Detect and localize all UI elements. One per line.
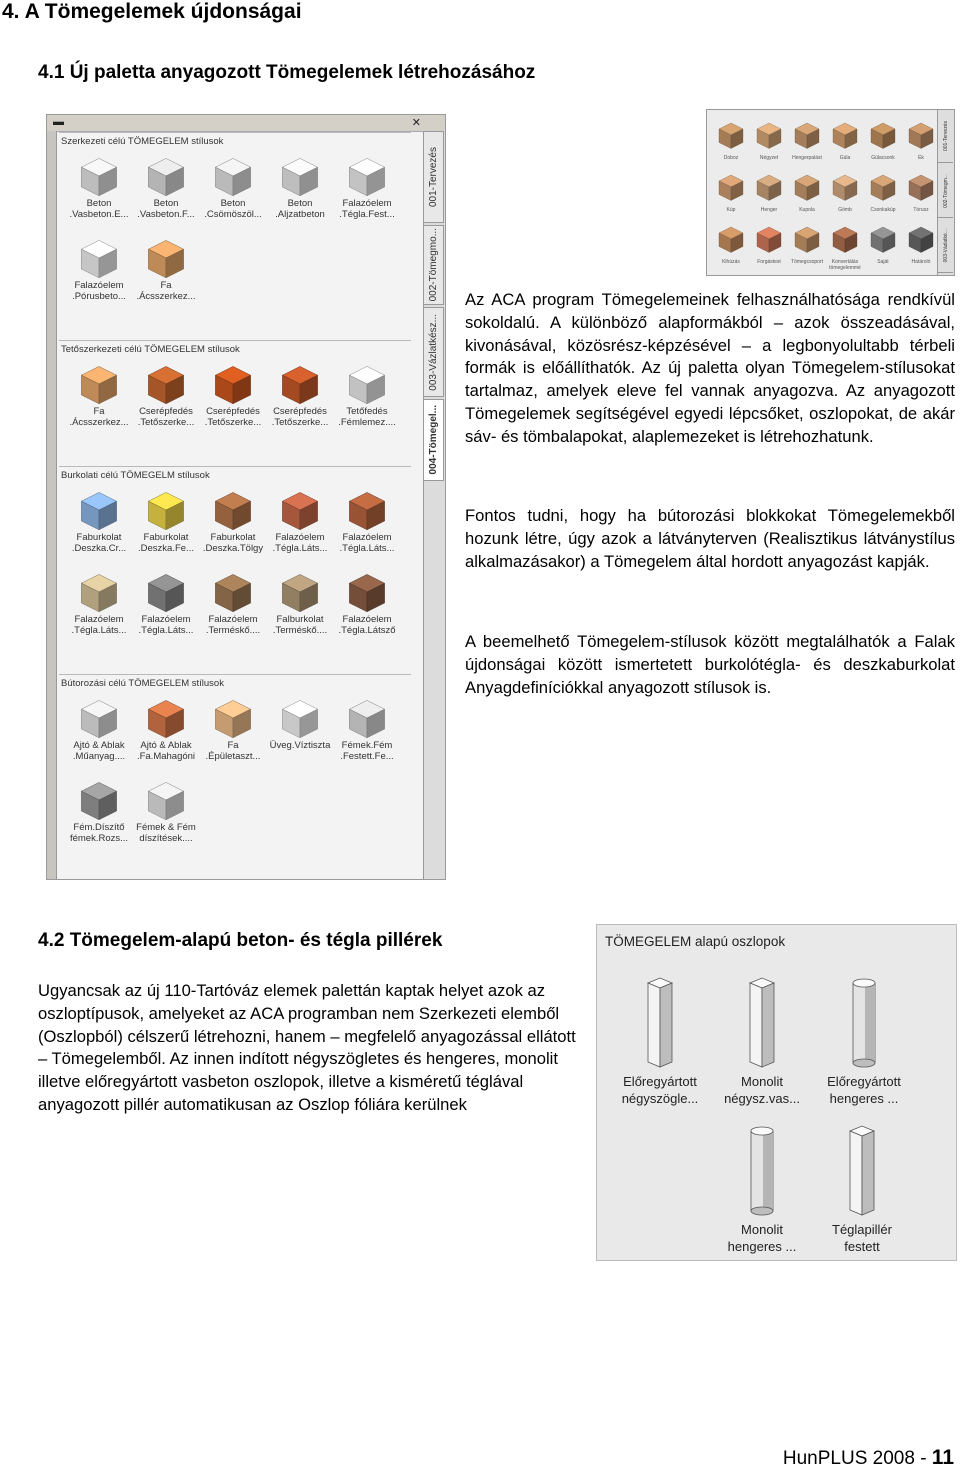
palette-tab-label: 004-Tömegel... bbox=[428, 405, 439, 475]
shape-tool-item[interactable] bbox=[903, 120, 939, 161]
shape-tool-label: Gömb bbox=[838, 207, 852, 213]
material-cube-icon bbox=[211, 696, 255, 740]
shape-tool-item[interactable] bbox=[751, 172, 787, 213]
column-tool-label: Monolit hengeres ... bbox=[727, 1222, 797, 1254]
shape-tool-label: Hengerpalást bbox=[792, 155, 822, 161]
shapes-tab-strip bbox=[937, 110, 954, 275]
shape-tool-label: Gúla bbox=[839, 155, 851, 161]
palette-tab[interactable] bbox=[424, 307, 444, 397]
palette-tool-item[interactable] bbox=[132, 236, 200, 302]
box-column-icon bbox=[847, 1125, 877, 1217]
material-cube-icon bbox=[211, 570, 255, 614]
material-cube-icon bbox=[211, 488, 255, 532]
section-4-1-title: 4.1 Új paletta anyagozott Tömegelemek létrehozásához bbox=[38, 62, 536, 83]
palette-tool-item[interactable] bbox=[266, 570, 334, 636]
material-cube-icon bbox=[792, 120, 822, 150]
palette-tool-label: Fa .Ácsszerkez... bbox=[136, 280, 196, 302]
material-cube-icon bbox=[830, 172, 860, 202]
shape-tool-label: Kihúzás bbox=[722, 259, 740, 265]
palette-tool-label: Fémek & Fém díszítések.... bbox=[136, 822, 196, 844]
shape-tool-item[interactable] bbox=[865, 172, 901, 213]
palette-tool-item[interactable] bbox=[266, 154, 334, 220]
palette-group-title: Szerkezeti célú TÖMEGELEM stílusok bbox=[61, 136, 224, 147]
palette-tool-item[interactable] bbox=[333, 696, 401, 762]
palette-tool-label: Falazóelem .Pórusbeto... bbox=[72, 280, 126, 302]
column-tool-item[interactable] bbox=[707, 977, 817, 1107]
shapes-tab-label: 003-Vázlatké... bbox=[942, 229, 949, 263]
palette-tool-label: Falburkolat .Terméskő.... bbox=[272, 614, 328, 636]
column-tool-item[interactable] bbox=[605, 977, 715, 1107]
group-divider bbox=[59, 466, 411, 467]
palette-tool-label: Falazóelem .Terméskő.... bbox=[205, 614, 261, 636]
material-cube-icon bbox=[868, 120, 898, 150]
palette-tool-label: Falazóelem .Tégla.Látsző bbox=[338, 614, 396, 636]
shape-tool-item[interactable] bbox=[713, 172, 749, 213]
shape-tool-item[interactable] bbox=[789, 172, 825, 213]
palette-tab[interactable] bbox=[424, 399, 444, 481]
column-tool-item[interactable] bbox=[707, 1125, 817, 1255]
palette-tool-label: Fa .Ácsszerkez... bbox=[69, 406, 129, 428]
columns-palette-title: TÖMEGELEM alapú oszlopok bbox=[605, 934, 786, 949]
column-tool-label: Előregyártott négyszögle... bbox=[621, 1074, 699, 1106]
column-tool-item[interactable] bbox=[807, 1125, 917, 1255]
material-cube-icon bbox=[345, 696, 389, 740]
palette-tool-label: Cserépfedés .Tetőszerke... bbox=[137, 406, 195, 428]
palette-tool-item[interactable] bbox=[132, 154, 200, 220]
shape-tool-label: Csonkakúp bbox=[870, 207, 896, 213]
palette-group-title: Tetőszerkezeti célú TÖMEGELEM stílusok bbox=[61, 344, 240, 355]
palette-tool-label: Ajtó & Ablak .Műanyag.... bbox=[72, 740, 126, 762]
material-cube-icon bbox=[144, 488, 188, 532]
material-cube-icon bbox=[144, 696, 188, 740]
shapes-palette-screenshot bbox=[706, 109, 955, 276]
column-tool-label: Téglapillér festett bbox=[832, 1222, 892, 1254]
cylinder-column-icon bbox=[747, 1125, 777, 1217]
palette-tool-item[interactable] bbox=[199, 696, 267, 762]
menu-icon[interactable]: ▬ bbox=[53, 116, 64, 128]
palette-tool-label: Ajtó & Ablak .Fa.Mahagóni bbox=[136, 740, 196, 762]
page-number: 11 bbox=[931, 1446, 954, 1469]
section-4-1-paragraph-3: A beemelhető Tömegelem-stílusok között megtalálhatók a Falak újdonságai között ismertetett burkolótégla- és deszkaburkolat Anyagdefiníciókkal anyagozott stílusok is. bbox=[465, 632, 955, 697]
shape-tool-label: Kupola bbox=[799, 207, 815, 213]
material-cube-icon bbox=[77, 696, 121, 740]
shapes-tab[interactable] bbox=[938, 165, 953, 218]
material-cube-icon bbox=[830, 120, 860, 150]
material-cube-icon bbox=[868, 172, 898, 202]
shape-tool-item[interactable] bbox=[865, 120, 901, 161]
palette-group-title: Burkolati célú TÖMEGELM stílusok bbox=[61, 470, 210, 481]
cylinder-column-icon bbox=[849, 977, 879, 1069]
shape-tool-label: Kúp bbox=[726, 207, 736, 213]
section-4-1-paragraph-2: Fontos tudni, hogy ha bútorozási blokkokat Tömegelemekből hozunk létre, úgy azok a látványterven (Realisztikus látványstílus alkalmazásakor) a Tömegelem által hordott anyagozást kapják. bbox=[465, 506, 955, 571]
palette-tab-strip bbox=[423, 131, 445, 879]
shape-tool-item[interactable] bbox=[789, 120, 825, 161]
palette-tab[interactable] bbox=[424, 131, 444, 223]
material-cube-icon bbox=[906, 120, 936, 150]
palette-tool-item[interactable] bbox=[65, 154, 133, 220]
palette-tool-item[interactable] bbox=[199, 488, 267, 554]
material-cube-icon bbox=[144, 778, 188, 822]
section-4-2-paragraph: Ugyancsak az új 110-Tartóváz elemek palettán kaptak helyet azok az oszloptípusok, amelyeket az ACA programban nem Szerkezeti elemből (Oszlopból) célszerű létrehozni, hanem – megfelelő anyagozással ellátott – Tömegelemből. Az innen indított négyszögletes és hengeres, monolit illetve előregyártott vasbeton oszlopok, illetve a kisméretű téglával anyagozott pillér automatikusan az Oszlop fóliára kerülnek bbox=[38, 981, 576, 1114]
shape-tool-label: Konvertálás tömegelemmé bbox=[829, 259, 861, 271]
palette-tool-label: Cserépfedés .Tetőszerke... bbox=[204, 406, 262, 428]
material-cube-icon bbox=[77, 362, 121, 406]
palette-tool-label: Faburkolat .Deszka.Tölgy bbox=[202, 532, 264, 554]
material-cube-icon bbox=[278, 362, 322, 406]
shape-tool-item[interactable] bbox=[789, 224, 825, 265]
shape-tool-item[interactable] bbox=[713, 120, 749, 161]
palette-tool-item[interactable] bbox=[65, 236, 133, 302]
palette-tool-item[interactable] bbox=[199, 570, 267, 636]
material-cube-icon bbox=[211, 154, 255, 198]
palette-tool-item[interactable] bbox=[132, 778, 200, 844]
palette-content bbox=[57, 132, 425, 879]
material-cube-icon bbox=[754, 172, 784, 202]
palette-tool-item[interactable] bbox=[266, 696, 334, 751]
palette-tool-item[interactable] bbox=[132, 570, 200, 636]
material-cube-icon bbox=[144, 154, 188, 198]
shape-tool-label: Tórusz bbox=[913, 207, 929, 213]
shape-tool-item[interactable] bbox=[903, 224, 939, 265]
palette-tool-label: Faburkolat .Deszka.Fe... bbox=[138, 532, 194, 554]
material-cube-icon bbox=[792, 172, 822, 202]
palette-tool-label: Beton .Vasbeton.E... bbox=[69, 198, 129, 220]
shape-tool-label: Henger bbox=[760, 207, 778, 213]
palette-tool-label: Beton .Aljzatbeton bbox=[275, 198, 325, 220]
column-tool-item[interactable] bbox=[809, 977, 919, 1107]
palette-tool-item[interactable] bbox=[266, 488, 334, 554]
palette-tab-label: 001-Tervezés bbox=[428, 146, 439, 208]
palette-tool-label: Falazóelem .Tégla.Láts... bbox=[138, 614, 194, 636]
group-divider bbox=[59, 132, 411, 133]
material-cube-icon bbox=[77, 154, 121, 198]
shape-tool-item[interactable] bbox=[713, 224, 749, 265]
column-tool-label: Monolit négysz.vas... bbox=[724, 1074, 800, 1106]
material-cube-icon bbox=[868, 224, 898, 254]
shape-tool-label: Határoló bbox=[911, 259, 931, 265]
material-cube-icon bbox=[792, 224, 822, 254]
shape-tool-item[interactable] bbox=[827, 172, 863, 213]
palette-tool-label: Faburkolat .Deszka.Cr... bbox=[71, 532, 127, 554]
shape-tool-item[interactable] bbox=[751, 120, 787, 161]
material-cube-icon bbox=[830, 224, 860, 254]
palette-tool-label: Falazóelem .Tégla.Fest... bbox=[339, 198, 395, 220]
palette-tab-label: 003-Vázlatkész... bbox=[428, 313, 439, 391]
columns-palette-screenshot bbox=[596, 924, 957, 1261]
material-cube-icon bbox=[278, 154, 322, 198]
palette-tool-label: Tetőfedés .Fémlemez.... bbox=[338, 406, 396, 428]
material-cube-icon bbox=[77, 488, 121, 532]
page-footer bbox=[783, 1446, 954, 1470]
palette-tool-label: Fa .Épületaszt... bbox=[205, 740, 261, 762]
material-cube-icon bbox=[77, 570, 121, 614]
close-icon[interactable]: ✕ bbox=[411, 117, 421, 129]
material-cube-icon bbox=[716, 224, 746, 254]
group-divider bbox=[59, 674, 411, 675]
shape-tool-label: Gúlacsonk bbox=[871, 155, 895, 161]
group-divider bbox=[59, 340, 411, 341]
palette-tool-label: Falazóelem .Tégla.Láts... bbox=[272, 532, 328, 554]
palette-tool-item[interactable] bbox=[199, 362, 267, 428]
shape-tool-item[interactable] bbox=[827, 120, 863, 161]
material-cube-icon bbox=[211, 362, 255, 406]
palette-tool-item[interactable] bbox=[333, 154, 401, 220]
material-cube-icon bbox=[77, 236, 121, 280]
shape-tool-item[interactable] bbox=[903, 172, 939, 213]
palette-group-title: Bútorozási célú TÖMEGELEM stílusok bbox=[61, 678, 224, 689]
shapes-tab-label: 002-Tömegm... bbox=[942, 174, 949, 208]
palette-tool-item[interactable] bbox=[333, 362, 401, 428]
palette-tool-label: Fémek.Fém .Festett.Fe... bbox=[340, 740, 394, 762]
material-cube-icon bbox=[906, 224, 936, 254]
material-cube-icon bbox=[278, 570, 322, 614]
palette-tool-label: Beton .Vasbeton.F... bbox=[137, 198, 195, 220]
palette-titlebar bbox=[47, 115, 445, 132]
shape-tool-item[interactable] bbox=[751, 224, 787, 265]
palette-tool-label: Üveg.Víztiszta bbox=[269, 740, 331, 751]
material-cube-icon bbox=[144, 236, 188, 280]
material-cube-icon bbox=[144, 570, 188, 614]
material-cube-icon bbox=[754, 224, 784, 254]
shape-tool-label: Forgástest bbox=[757, 259, 781, 265]
palette-tool-item[interactable] bbox=[333, 488, 401, 554]
material-cube-icon bbox=[77, 778, 121, 822]
material-cube-icon bbox=[716, 172, 746, 202]
palette-sidebar[interactable] bbox=[47, 131, 57, 879]
section-4-1-paragraph-1: Az ACA program Tömegelemeinek felhasználhatósága rendkívül sokoldalú. A különböző alapformákból – azok összeadásával, kivonásával, közösrész-képzésével – a legbonyolultabb térbeli formák is előállíthatók. Az új paletta olyan Tömegelem-stílusokat tartalmaz, amelyek eleve fel vannak anyagozva. Az anyagozott Tömegelemek segítségével egyedi lépcsőket, oszlopokat, de akár sáv- és tömbalapokat, alaplemezeket is létrehozhatunk. bbox=[465, 290, 955, 446]
section-4-2-title: 4.2 Tömegelem-alapú beton- és tégla pillérek bbox=[38, 930, 443, 951]
material-cube-icon bbox=[754, 120, 784, 150]
shape-tool-label: Négyzet bbox=[759, 155, 779, 161]
shape-tool-label: Tömegcsoport bbox=[791, 259, 823, 265]
palette-tool-item[interactable] bbox=[65, 362, 133, 428]
material-cube-icon bbox=[906, 172, 936, 202]
shape-tool-label: Doboz bbox=[723, 155, 739, 161]
tool-palette-screenshot bbox=[46, 114, 446, 880]
palette-tool-item[interactable] bbox=[65, 778, 133, 844]
column-tool-label: Előregyártott hengeres ... bbox=[827, 1074, 901, 1106]
material-cube-icon bbox=[345, 570, 389, 614]
material-cube-icon bbox=[278, 488, 322, 532]
material-cube-icon bbox=[345, 154, 389, 198]
page-heading: 4. A Tömegelemek újdonságai bbox=[2, 0, 302, 23]
shapes-tab[interactable] bbox=[938, 110, 953, 163]
palette-tool-item[interactable] bbox=[132, 362, 200, 428]
material-cube-icon bbox=[278, 696, 322, 740]
palette-tool-label: Fém.Díszítő fémek.Rozs... bbox=[69, 822, 129, 844]
material-cube-icon bbox=[345, 488, 389, 532]
shapes-tab-label: 001-Tervezés bbox=[942, 120, 949, 151]
palette-tool-label: Falazóelem .Tégla.Láts... bbox=[71, 614, 127, 636]
material-cube-icon bbox=[144, 362, 188, 406]
palette-tool-item[interactable] bbox=[132, 488, 200, 554]
palette-tab[interactable] bbox=[424, 225, 444, 305]
palette-tab-label: 002-Tömegmo... bbox=[428, 228, 439, 302]
material-cube-icon bbox=[345, 362, 389, 406]
palette-tool-item[interactable] bbox=[333, 570, 401, 636]
shape-tool-label: Saját bbox=[877, 259, 889, 265]
shape-tool-label: Ék bbox=[918, 155, 924, 161]
palette-tool-item[interactable] bbox=[199, 154, 267, 220]
palette-tool-label: Falazóelem .Tégla.Láts... bbox=[339, 532, 395, 554]
palette-tool-item[interactable] bbox=[65, 696, 133, 762]
material-cube-icon bbox=[716, 120, 746, 150]
palette-tool-label: Cserépfedés .Tetőszerke... bbox=[271, 406, 329, 428]
box-column-icon bbox=[747, 977, 777, 1069]
palette-tool-item[interactable] bbox=[65, 488, 133, 554]
palette-tool-label: Beton .Csömöszöl... bbox=[204, 198, 262, 220]
shape-tool-item[interactable] bbox=[827, 224, 863, 271]
shapes-tab[interactable] bbox=[938, 220, 953, 273]
footer-brand: HunPLUS 2008 - bbox=[782, 1448, 932, 1469]
palette-tool-item[interactable] bbox=[132, 696, 200, 762]
palette-tool-item[interactable] bbox=[65, 570, 133, 636]
shape-tool-item[interactable] bbox=[865, 224, 901, 265]
palette-tool-item[interactable] bbox=[266, 362, 334, 428]
box-column-icon bbox=[645, 977, 675, 1069]
